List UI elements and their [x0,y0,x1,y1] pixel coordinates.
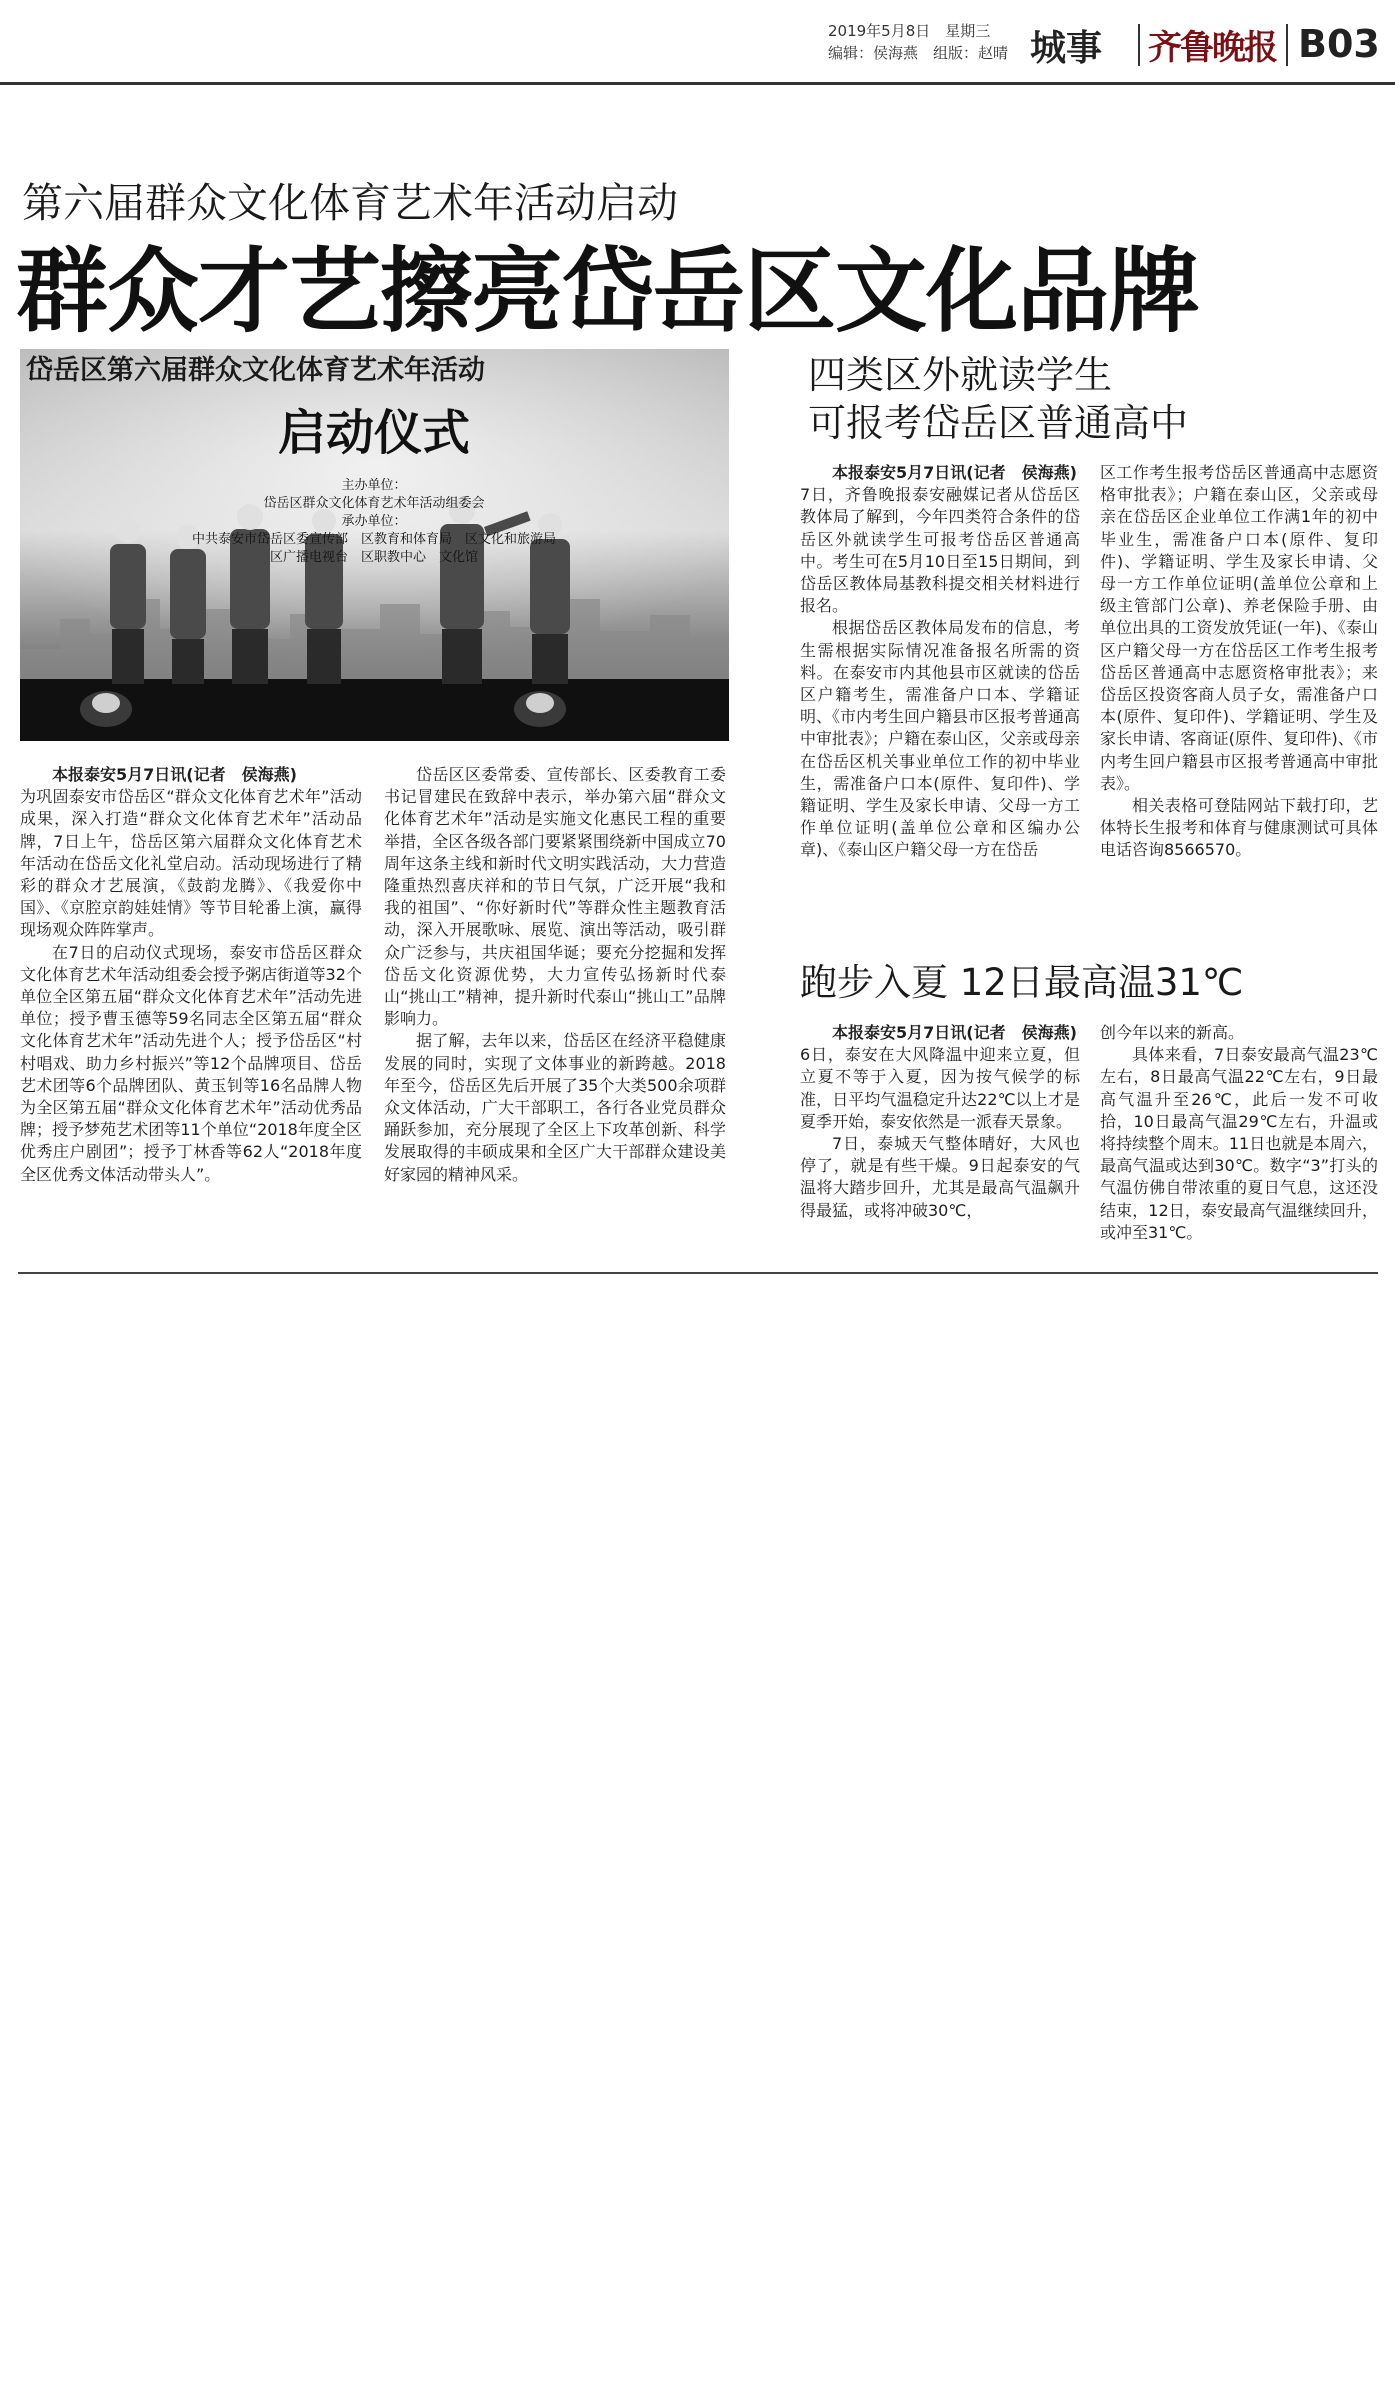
issue-info [828,20,1028,64]
photo-line-4: 中共泰安市岱岳区委宣传部 区教育和体育局 区文化和旅游局 [191,532,557,547]
page-number: B03 [1298,22,1380,66]
weather-story-paragraph: 6日，泰安在大风降温中迎来立夏，但立夏不等于入夏，因为按气候学的标准，日平均气温稳定升达22℃以上才是夏季开始，泰安依然是一派春天景象。 [800,1045,1080,1131]
photo-line-5: 区广播电视台 区职教中心 文化馆 [269,550,479,565]
weather-story-paragraph: 7日，泰城天气整体晴好，大风也停了，就是有些干燥。9日起泰安的气温将大踏步回升，尤其是最高气温飙升得最猛，或将冲破30℃， [800,1134,1080,1220]
section-name: 城事 [1030,27,1103,69]
school-story-column-1 [800,462,1080,862]
school-story-column-2 [1100,462,1378,862]
main-story-paragraph: 据了解，去年以来，岱岳区在经济平稳健康发展的同时，实现了文体事业的新跨越。2018年至今，岱岳区先后开展了35个大类500余项群众文体活动，广大干部职工，各行各业党员群众踊跃参加，充分展现了全区上下攻革创新、科学发展取得的丰硕成果和全区广大干部群众建设美好家园的精神风采。 [384,1031,726,1184]
main-story-dateline: 本报泰安5月7日讯(记者 侯海燕) [52,765,297,784]
school-story-headline-line-2: 可报考岱岳区普通高中 [808,401,1189,445]
weather-story-column-2 [1100,1022,1378,1244]
school-story-paragraph: 7日，齐鲁晚报泰安融媒记者从岱岳区教体局了解到，今年四类符合条件的岱岳区外就读学生可报考岱岳区普通高中。考生可在5月10日至15日期间，到岱岳区教体局基教科提交相关材料进行报名。 [800,485,1080,616]
weather-story-paragraph: 创今年以来的新高。 [1100,1023,1245,1042]
main-story-paragraph: 岱岳区区委常委、宣传部长、区委教育工委书记冒建民在致辞中表示，举办第六届“群众文化体育艺术年”活动是实施文化惠民工程的重要举措，全区各级各部门要紧紧围绕新中国成立70周年这条主线和新时代文明实践活动，大力营造隆重热烈喜庆祥和的节日气氛，广泛开展“我和我的祖国”、“你好新时代”等群众性主题教育活动，深入开展歌咏、展览、演出等活动，吸引群众广泛参与，共庆祖国华诞；要充分挖掘和发挥岱岳文化资源优势，大力宣传弘扬新时代泰山“挑山工”精神，提升新时代泰山“挑山工”品牌影响力。 [384,765,726,1029]
event-photo [20,349,729,741]
weather-story-headline: 跑步入夏 12日最高温31℃ [800,961,1244,1004]
photo-line-3: 承办单位： [341,514,407,529]
main-story-paragraph: 为巩固泰安市岱岳区“群众文化体育艺术年”活动成果，深入打造“群众文化体育艺术年”活动品牌，7日上午，岱岳区第六届群众文化体育艺术年活动在岱岳文化礼堂启动。活动现场进行了精彩的群众才艺展演，《鼓韵龙腾》、《我爱你中国》、《京腔京韵娃娃情》等节目轮番上演，赢得现场观众阵阵掌声。 [20,787,362,940]
school-story-dateline: 本报泰安5月7日讯(记者 侯海燕) [832,463,1077,482]
photo-title-text: 启动仪式 [277,405,471,461]
photo-line-1: 主办单位： [341,478,407,493]
photo-line-2: 岱岳区群众文化体育艺术年活动组委会 [263,496,485,511]
issue-editors: 编辑：侯海燕 组版：赵晴 [828,44,1009,62]
header-divider [1286,24,1288,66]
main-story-column-1 [20,764,362,1186]
main-story-column-2 [384,764,726,1186]
main-story-headline: 群众才艺擦亮岱岳区文化品牌 [16,238,1200,345]
main-story-kicker: 第六届群众文化体育艺术年活动启动 [22,179,678,227]
school-story-paragraph: 相关表格可登陆网站下载打印，艺体特长生报考和体育与健康测试可具体电话咨询8566570。 [1100,796,1378,860]
weather-story-dateline: 本报泰安5月7日讯(记者 侯海燕) [832,1023,1077,1042]
issue-date: 2019年5月8日 星期三 [828,22,991,40]
header-divider [1138,24,1140,66]
photo-banner-text: 岱岳区第六届群众文化体育艺术年活动 [26,355,485,386]
weather-story-column-1 [800,1022,1080,1222]
stage-scene-image [20,349,729,741]
school-story-paragraph: 根据岱岳区教体局发布的信息，考生需根据实际情况准备报名所需的资料。在泰安市内其他县市区就读的岱岳区户籍考生，需准备户口本、学籍证明、《市内考生回户籍县市区报考普通高中审批表》；户籍在泰山区，父亲或母亲在岱岳区机关事业单位工作的初中毕业生，需准备户口本(原件、复印件)、学籍证明、学生及家长申请、父母一方工作单位证明(盖单位公章和区编办公章)、《泰山区户籍父母一方在岱岳 [800,618,1081,860]
newspaper-brand: 齐鲁晚报 [1148,28,1276,68]
header-rule [0,82,1395,85]
content-bottom-rule [18,1272,1378,1274]
school-story-paragraph: 区工作考生报考岱岳区普通高中志愿资格审批表》；户籍在泰山区，父亲或母亲在岱岳区企业单位工作满1年的初中毕业生，需准备户口本(原件、复印件)、学籍证明、学生及家长申请、父母一方工作单位证明(盖单位公章和上级主管部门公章)、养老保险手册、由单位出具的工资发放凭证(一年)、《泰山区户籍父母一方在岱岳区工作考生报考岱岳区普通高中志愿资格审批表》；来岱岳区投资客商人员子女，需准备户口本(原件、复印件)、学籍证明、学生及家长申请、客商证(原件、复印件)、《市内考生回户籍县市区报考普通高中审批表》。 [1100,463,1378,793]
main-story-paragraph: 在7日的启动仪式现场，泰安市岱岳区群众文化体育艺术年活动组委会授予粥店街道等32个单位全区第五届“群众文化体育艺术年”活动先进单位；授予曹玉德等59名同志全区第五届“群众文化体育艺术年”活动先进个人；授予岱岳区“村村唱戏、助力乡村振兴”等12个品牌项目、岱岳艺术团等6个品牌团队、黄玉钊等16名品牌人物为全区第五届“群众文化体育艺术年”活动优秀品牌；授予梦苑艺术团等11个单位“2018年度全区优秀庄户剧团”；授予丁林香等62人“2018年度全区优秀文体活动带头人”。 [20,942,362,1184]
school-story-headline-line-1: 四类区外就读学生 [808,353,1113,397]
weather-story-paragraph: 具体来看，7日泰安最高气温23℃左右，8日最高气温22℃左右，9日最高气温升至26℃，此后一发不可收拾，10日最高气温29℃左右，升温或将持续整个周末。11日也就是本周六，最高气温或达到30℃。数字“3”打头的气温仿佛自带浓重的夏日气息，这还没结束，12日，泰安最高气温继续回升，或冲至31℃。 [1100,1045,1378,1242]
